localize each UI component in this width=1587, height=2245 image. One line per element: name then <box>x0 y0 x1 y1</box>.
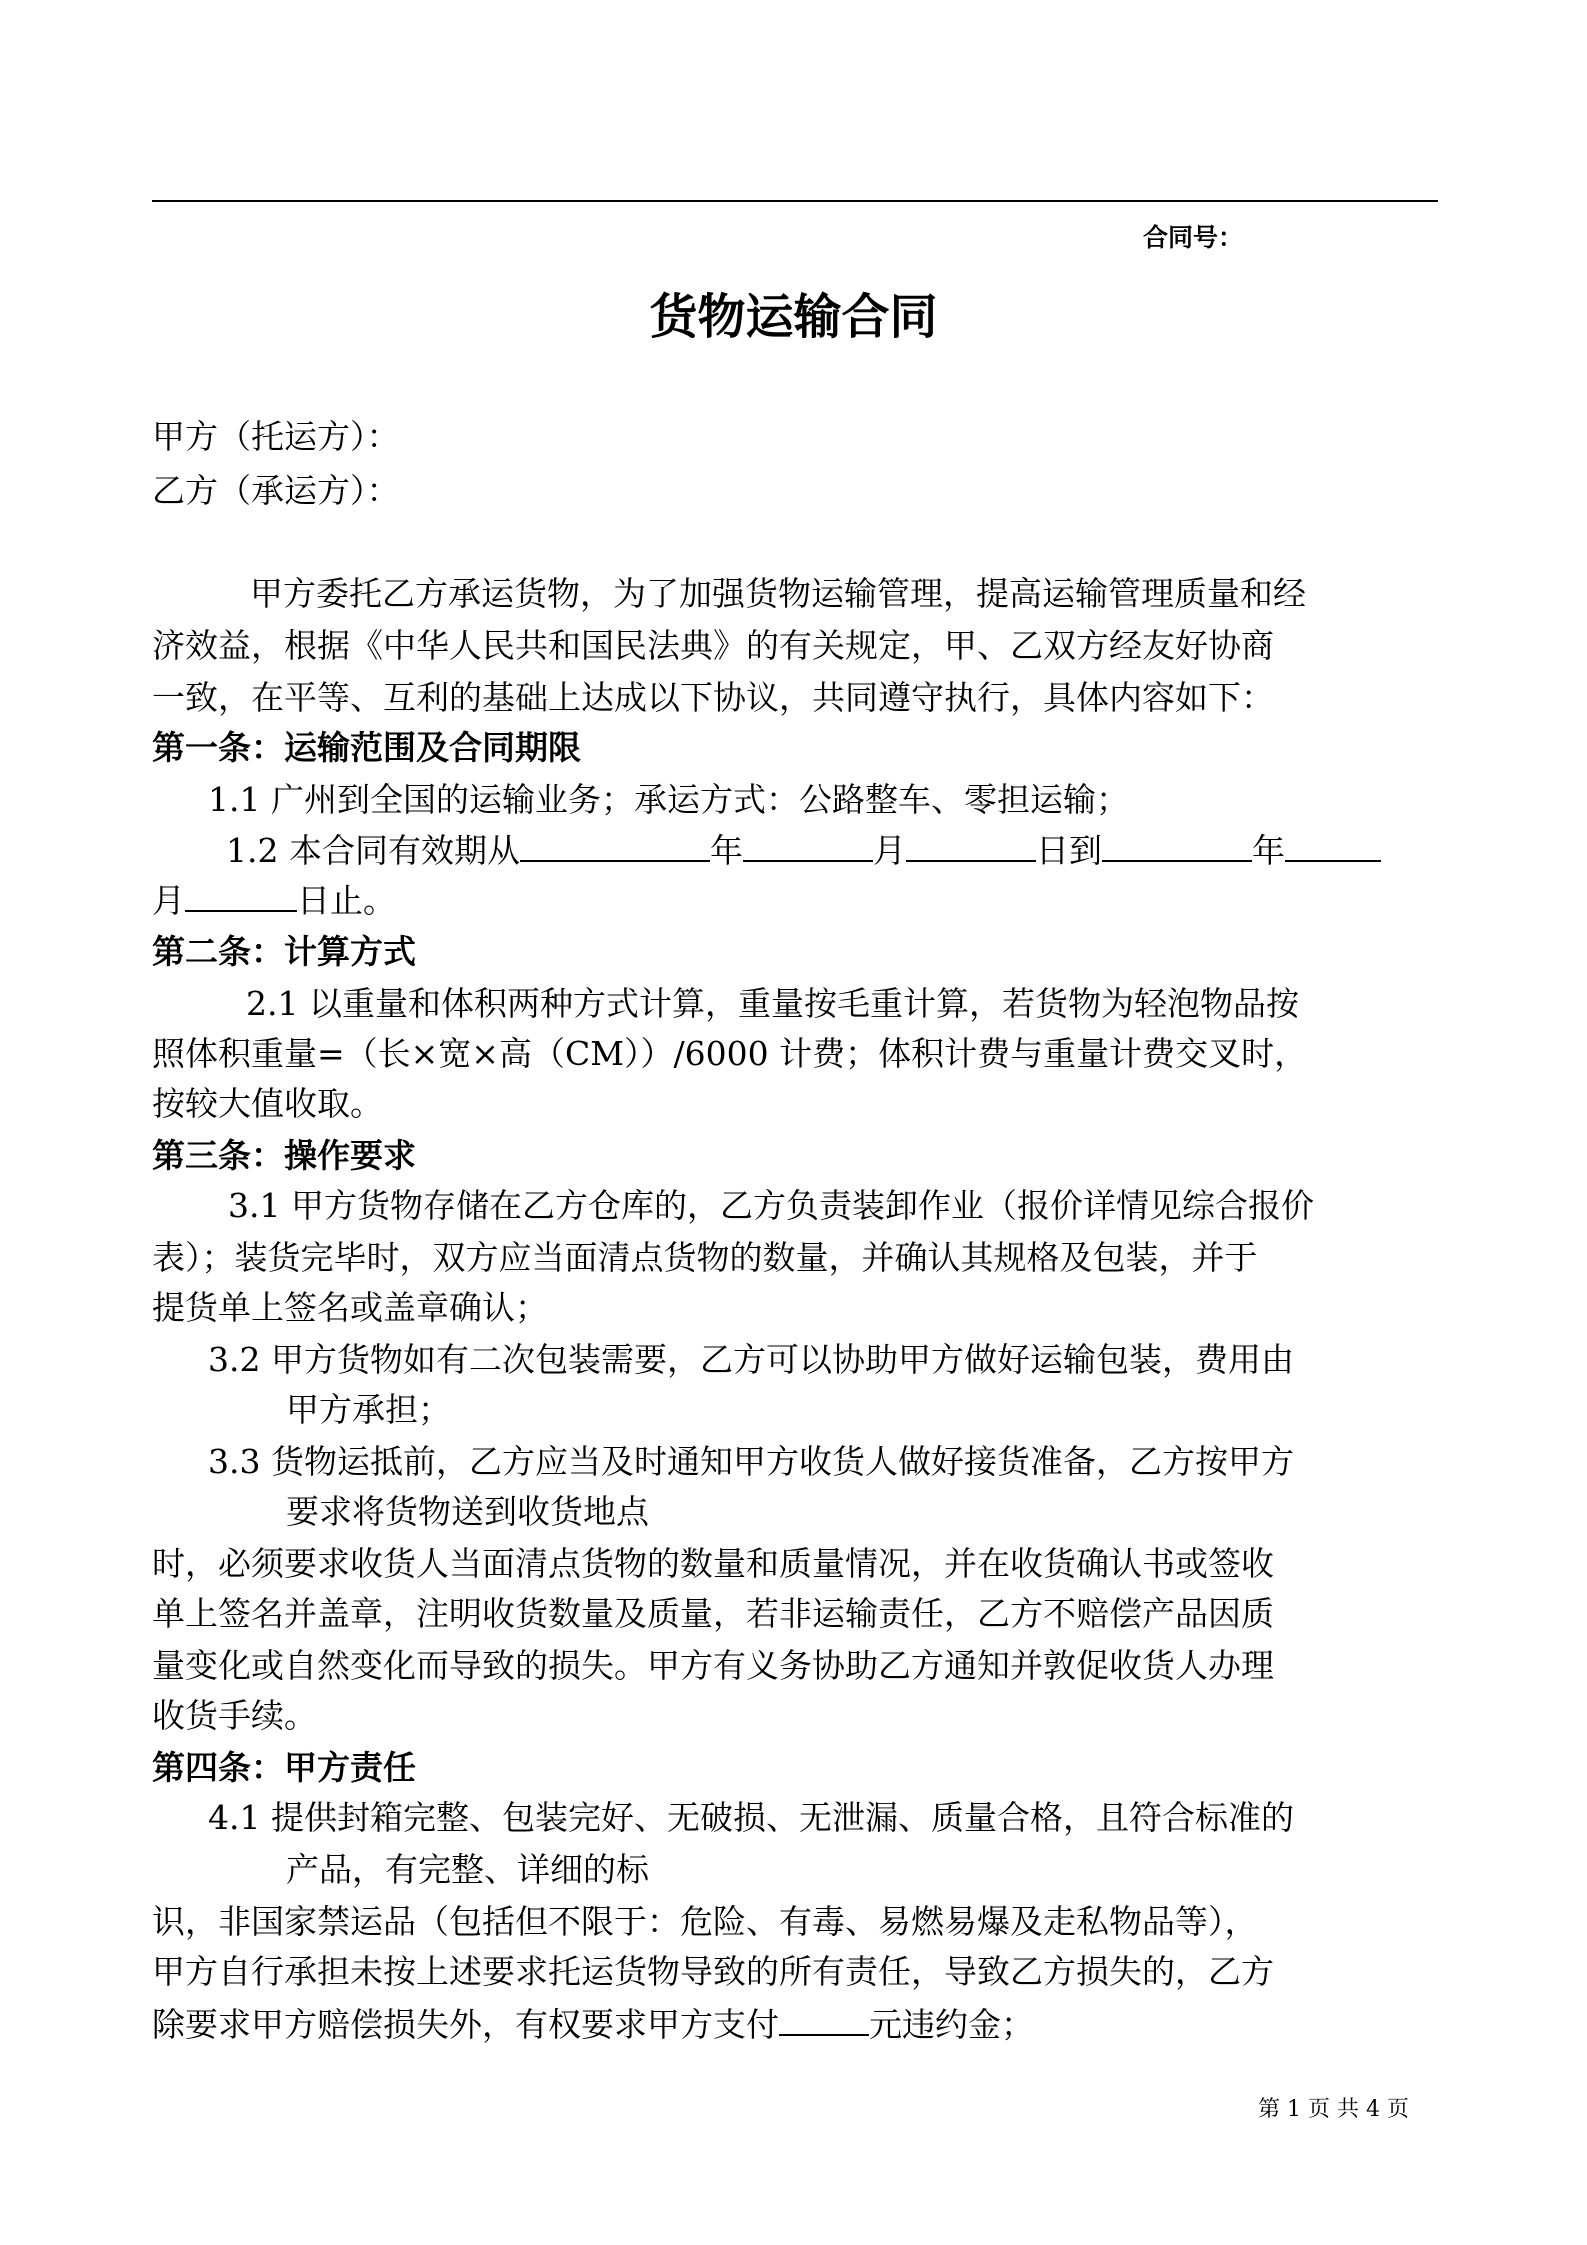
clause-2-1: 按较大值收取。 <box>152 1084 383 1123</box>
clause-3-1: 提货单上签名或盖章确认； <box>152 1288 548 1327</box>
article3-heading: 第三条：操作要求 <box>152 1136 416 1175</box>
clause-3-3: 3.3 货物运抵前，乙方应当及时通知甲方收货人做好接货准备，乙方按甲方 <box>208 1442 1294 1481</box>
label-day-to: 日到 <box>1035 831 1102 870</box>
clause-4-1-suffix: 元违约金； <box>869 2005 1034 2044</box>
blank-end-year[interactable] <box>1102 826 1252 862</box>
clause-2-1: 2.1 以重量和体积两种方式计算，重量按毛重计算，若货物为轻泡物品按 <box>246 984 1299 1023</box>
article4-heading: 第四条：甲方责任 <box>152 1748 416 1787</box>
clause-2-1: 照体积重量=（长×宽×高（CM））/6000 计费；体积计费与重量计费交叉时， <box>152 1034 1308 1073</box>
blank-end-day[interactable] <box>185 876 297 912</box>
preamble-line: 济效益，根据《中华人民共和国民法典》的有关规定，甲、乙双方经友好协商 <box>152 626 1274 665</box>
clause-1-1: 1.1 广州到全国的运输业务；承运方式：公路整车、零担运输； <box>208 780 1129 819</box>
blank-end-month[interactable] <box>1285 826 1381 862</box>
label-month: 月 <box>152 881 185 920</box>
clause-3-3: 单上签名并盖章，注明收货数量及质量，若非运输责任，乙方不赔偿产品因质 <box>152 1594 1274 1633</box>
party-b-line: 乙方（承运方）： <box>152 471 400 510</box>
contract-number-label: 合同号： <box>1143 223 1244 252</box>
preamble-line: 甲方委托乙方承运货物，为了加强货物运输管理，提高运输管理质量和经 <box>250 574 1306 613</box>
blank-penalty-amount[interactable] <box>779 2000 869 2036</box>
blank-start-year[interactable] <box>520 826 710 862</box>
page-number: 第 1 页 共 4 页 <box>1258 2097 1409 2122</box>
clause-1-2 <box>226 826 1381 875</box>
blank-start-month[interactable] <box>743 826 873 862</box>
clause-4-1: 甲方自行承担未按上述要求托运货物导致的所有责任，导致乙方损失的，乙方 <box>152 1952 1274 1991</box>
blank-start-day[interactable] <box>906 826 1036 862</box>
clause-4-1-prefix: 除要求甲方赔偿损失外，有权要求甲方支付 <box>152 2005 779 2044</box>
clause-3-2: 3.2 甲方货物如有二次包装需要，乙方可以协助甲方做好运输包装，费用由 <box>208 1340 1294 1379</box>
preamble-line: 一致，在平等、互利的基础上达成以下协议，共同遵守执行，具体内容如下： <box>152 678 1274 717</box>
clause-3-3: 收货手续。 <box>152 1696 317 1735</box>
party-a-line: 甲方（托运方）： <box>152 417 400 456</box>
label-month: 月 <box>872 831 906 870</box>
label-year: 年 <box>1251 831 1285 870</box>
clause-3-1: 3.1 甲方货物存储在乙方仓库的，乙方负责装卸作业（报价详情见综合报价 <box>228 1186 1314 1225</box>
document-title: 货物运输合同 <box>649 289 938 345</box>
clause-3-3: 量变化或自然变化而导致的损失。甲方有义务协助乙方通知并敦促收货人办理 <box>152 1646 1274 1685</box>
clause-4-1: 识，非国家禁运品（包括但不限于：危险、有毒、易燃易爆及走私物品等）， <box>152 1902 1258 1941</box>
article2-heading: 第二条：计算方式 <box>152 932 416 971</box>
clause-4-1: 产品，有完整、详细的标 <box>286 1850 649 1889</box>
clause-1-2-cont <box>152 876 396 925</box>
clause-3-3: 要求将货物送到收货地点 <box>286 1492 649 1531</box>
clause-3-1: 表）；装货完毕时，双方应当面清点货物的数量，并确认其规格及包装，并于 <box>152 1238 1258 1277</box>
article1-heading: 第一条：运输范围及合同期限 <box>152 728 581 767</box>
clause-4-1: 4.1 提供封箱完整、包装完好、无破损、无泄漏、质量合格，且符合标准的 <box>208 1798 1294 1837</box>
clause-1-2-prefix: 1.2 本合同有效期从 <box>226 831 520 870</box>
label-day-end: 日止。 <box>297 881 396 920</box>
header-rule <box>152 200 1438 202</box>
clause-3-3: 时，必须要求收货人当面清点货物的数量和质量情况，并在收货确认书或签收 <box>152 1544 1274 1583</box>
clause-3-2: 甲方承担； <box>286 1390 451 1429</box>
clause-4-1-last <box>152 2000 1034 2049</box>
label-year: 年 <box>709 831 743 870</box>
